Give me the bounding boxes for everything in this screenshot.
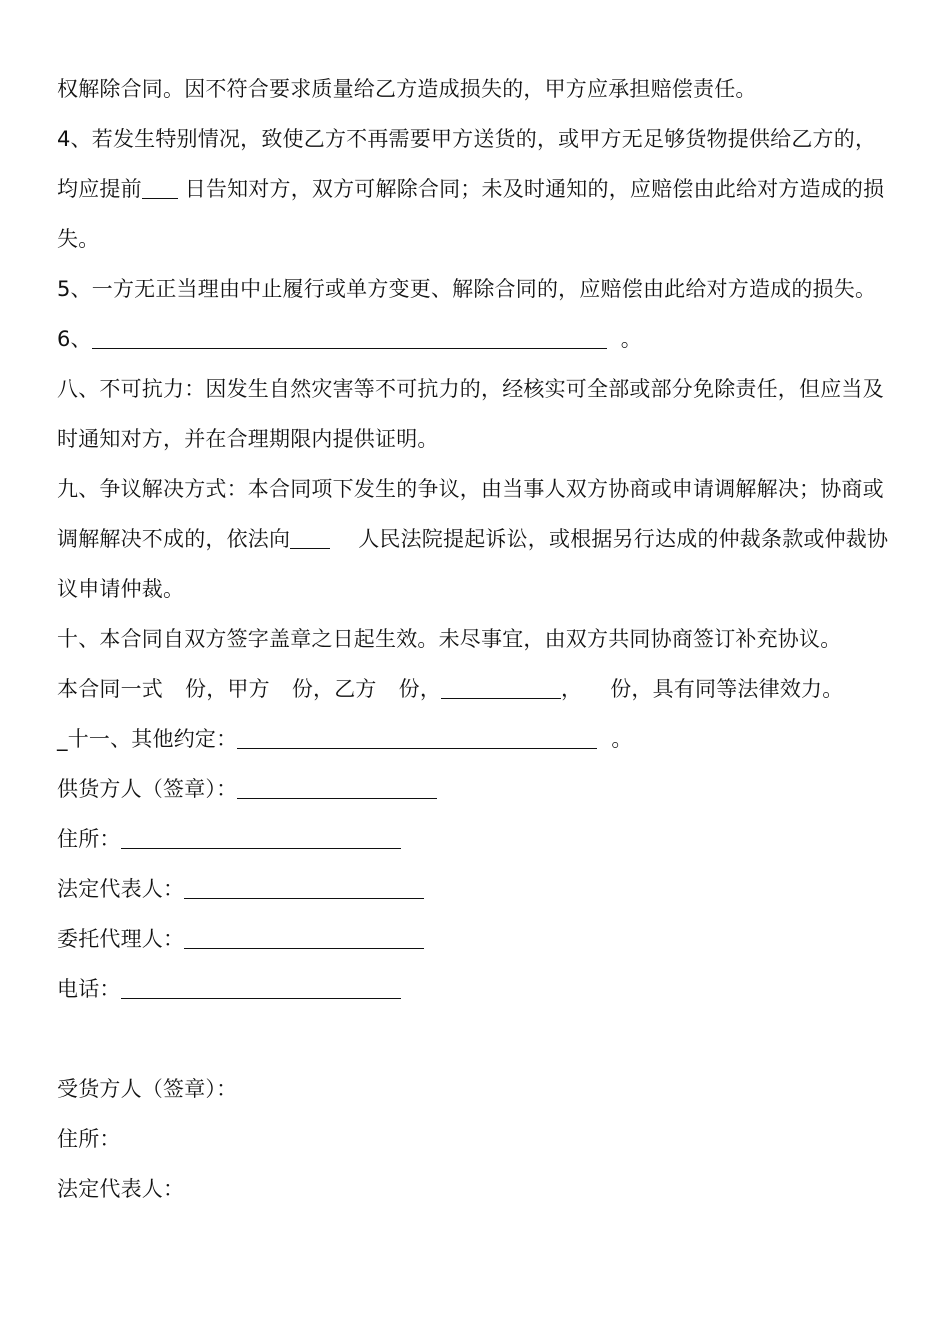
supplier-legal-rep-line (57, 864, 897, 914)
receiver-legal-rep-label: 法定代表人： (57, 1177, 185, 1201)
notice-days-blank[interactable] (142, 172, 178, 199)
receiver-address-line (57, 1114, 897, 1164)
clause-9-dispute (57, 464, 897, 614)
copies-e: ， (561, 677, 583, 701)
clause-4 (57, 114, 897, 264)
clause-6-suffix: 。 (620, 327, 642, 351)
clause-8-force-majeure (57, 364, 897, 464)
section-spacer (57, 1014, 897, 1064)
clause-10-effect (57, 614, 897, 664)
copies-b: 份，甲方 (185, 677, 270, 701)
supplier-agent-line (57, 914, 897, 964)
clause-11-prefix: _十一、其他约定： (57, 727, 238, 751)
clause-6-prefix: 6、 (57, 327, 92, 351)
supplier-legal-rep-label: 法定代表人： (57, 877, 185, 901)
clause-6 (57, 314, 897, 364)
clause-11-other (57, 714, 897, 764)
receiver-address-label: 住所： (57, 1127, 121, 1151)
clause-9-prefix: 九、争议解决方式：本合同项下发生的争议，由当事人双方协商或申请调解解决；协商或调解解决不成的，依法向 (57, 477, 884, 551)
clause-5-text: 5、一方无正当理由中止履行或单方变更、解除合同的，应赔偿由此给对方造成的损失。 (57, 277, 877, 301)
clause-9-suffix: 人民法院提起诉讼，或根据另行达成的仲裁条款或仲裁协议申请仲裁。 (57, 527, 889, 601)
supplier-address-label: 住所： (57, 827, 121, 851)
receiver-signature-line (57, 1064, 897, 1114)
other-terms-blank[interactable] (237, 722, 597, 749)
supplier-phone-line (57, 964, 897, 1014)
copies-d: 份， (398, 677, 442, 701)
supplier-phone-blank[interactable] (121, 972, 401, 999)
copies-a: 本合同一式 (57, 677, 163, 701)
supplier-address-line (57, 814, 897, 864)
supplier-label: 供货方人（签章）： (57, 777, 238, 801)
clause-4-prefix: 4、若发生特别情况，致使乙方不再需要甲方送货的，或甲方无足够货物提供给乙方的，均应提前 (57, 127, 877, 201)
supplier-phone-label: 电话： (57, 977, 121, 1001)
supplier-agent-blank[interactable] (184, 922, 424, 949)
clause-6-blank[interactable] (92, 322, 607, 349)
supplier-address-blank[interactable] (121, 822, 401, 849)
supplier-legal-rep-blank[interactable] (184, 872, 424, 899)
clause-continuation-text: 权解除合同。因不符合要求质量给乙方造成损失的，甲方应承担赔偿责任。 (57, 77, 757, 101)
clause-8-text: 八、不可抗力：因发生自然灾害等不可抗力的，经核实可全部或部分免除责任，但应当及时通知对方，并在合理期限内提供证明。 (57, 377, 884, 451)
copies-line (57, 664, 897, 714)
copies-f: 份，具有同等法律效力。 (610, 677, 844, 701)
copies-c: 份，乙方 (291, 677, 377, 701)
supplier-agent-label: 委托代理人： (57, 927, 185, 951)
copies-holder-blank[interactable] (441, 672, 561, 699)
clause-4-suffix: 日告知对方，双方可解除合同；未及时通知的，应赔偿由此给对方造成的损失。 (57, 177, 885, 251)
court-name-blank[interactable] (290, 522, 330, 549)
receiver-label: 受货方人（签章）： (57, 1077, 238, 1101)
clause-5 (57, 264, 897, 314)
receiver-legal-rep-line (57, 1164, 897, 1214)
supplier-signature-line (57, 764, 897, 814)
supplier-signature-blank[interactable] (237, 772, 437, 799)
clause-continuation (57, 64, 897, 114)
contract-body (57, 64, 897, 1214)
clause-11-suffix: 。 (611, 727, 633, 751)
clause-10-text: 十、本合同自双方签字盖章之日起生效。未尽事宜，由双方共同协商签订补充协议。 (57, 627, 842, 651)
